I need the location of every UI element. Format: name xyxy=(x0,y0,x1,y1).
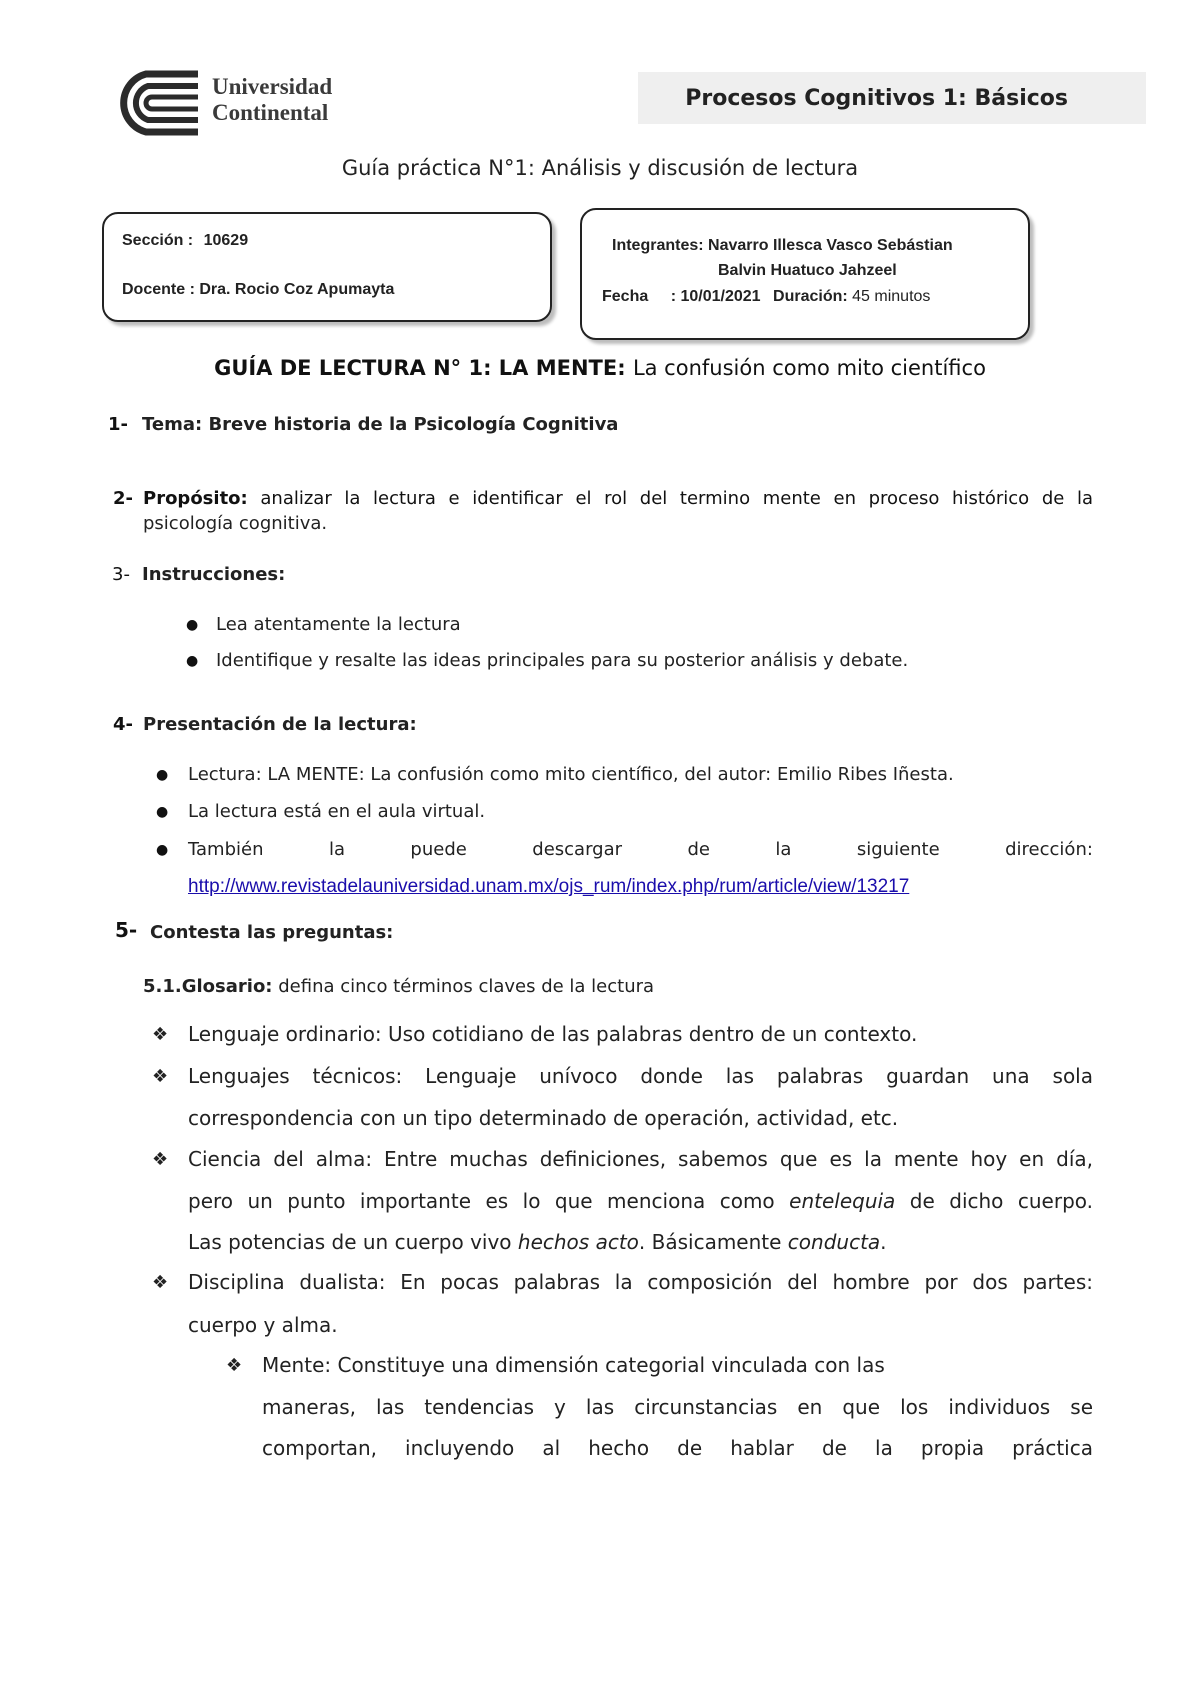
text-span: . Básicamente xyxy=(638,1230,782,1254)
text-span: de dicho cuerpo. xyxy=(909,1189,1094,1213)
reading-title-bold: GUÍA DE LECTURA N° 1: LA MENTE: xyxy=(214,356,626,380)
bullet-icon: ● xyxy=(186,617,199,633)
section-5-label: Contesta las preguntas: xyxy=(150,922,394,943)
bullet-icon: ● xyxy=(156,804,169,820)
section-label: Sección : xyxy=(122,232,194,249)
glossary-term-2-line-1: Lenguajes técnicos: Lenguaje unívoco donde las palabras guardan una sola xyxy=(188,1064,1093,1088)
word: siguiente xyxy=(856,839,940,860)
duration-value: 45 minutos xyxy=(852,288,931,305)
section-2-number: 2- xyxy=(113,488,133,509)
section-3-number: 3- xyxy=(112,564,130,585)
teacher-label: Docente : xyxy=(122,281,195,298)
duration-label: Duración: xyxy=(773,288,848,305)
section-2-line-1 xyxy=(143,488,1093,509)
section-info-box xyxy=(102,212,552,322)
word: También xyxy=(188,839,264,860)
glossary-label: 5.1.Glosario: xyxy=(143,976,273,997)
section-1-topic: Tema: Breve historia de la Psicología Cognitiva xyxy=(142,414,619,435)
reading-download-link[interactable]: http://www.revistadelauniversidad.unam.mx/ojs_rum/index.php/rum/article/view/13217 xyxy=(188,876,910,897)
logo-line-2: Continental xyxy=(212,100,329,125)
diamond-bullet-icon: ❖ xyxy=(152,1024,169,1045)
section-3-label: Instrucciones: xyxy=(142,564,286,585)
glossary-term-2-line-2: correspondencia con un tipo determinado de operación, actividad, etc. xyxy=(188,1106,899,1130)
university-logo-text xyxy=(212,74,332,126)
text-span: Las potencias de un cuerpo vivo xyxy=(188,1230,512,1254)
glossary-term-5-line-1: Mente: Constituye una dimensión categorial vinculada con las xyxy=(262,1353,885,1377)
bullet-icon: ● xyxy=(156,842,169,858)
section-5-number: 5- xyxy=(115,918,138,942)
reading-item-2: La lectura está en el aula virtual. xyxy=(188,801,486,822)
emphasis-span: entelequia xyxy=(789,1189,896,1213)
text-span: pero un punto importante es lo que menciona como xyxy=(188,1189,775,1213)
teacher-line xyxy=(122,281,394,299)
diamond-bullet-icon: ❖ xyxy=(226,1355,243,1376)
section-2-text: analizar la lectura e identificar el rol del termino mente en proceso histórico de la xyxy=(260,488,1093,509)
date-label: Fecha xyxy=(602,288,649,305)
date-line xyxy=(602,288,930,306)
date-value: : 10/01/2021 xyxy=(670,288,761,305)
word: dirección: xyxy=(1005,839,1093,860)
glossary-term-5-line-2: maneras, las tendencias y las circunstancias en que los individuos se xyxy=(262,1395,1093,1419)
glossary-term-5-line-3: comportan, incluyendo al hecho de hablar de la propia práctica xyxy=(262,1436,1093,1460)
glossary-term-3-line-1: Ciencia del alma: Entre muchas definiciones, sabemos que es la mente hoy en día, xyxy=(188,1147,1093,1171)
reading-title-rest: La confusión como mito científico xyxy=(632,356,986,380)
glossary-instruction: defina cinco términos claves de la lectura xyxy=(278,976,655,997)
glossary-heading xyxy=(143,976,654,997)
glossary-term-4-line-1: Disciplina dualista: En pocas palabras la composición del hombre por dos partes: xyxy=(188,1270,1093,1294)
section-2-line-2: psicología cognitiva. xyxy=(143,513,328,534)
word: de xyxy=(687,839,710,860)
member-1: Navarro Illesca Vasco Sebástian xyxy=(708,237,953,254)
section-1-number: 1- xyxy=(108,414,128,435)
emphasis-span: hechos acto xyxy=(517,1230,639,1254)
reading-title xyxy=(0,356,1200,380)
course-title: Procesos Cognitivos 1: Básicos xyxy=(685,86,1068,111)
section-4-label: Presentación de la lectura: xyxy=(143,714,417,735)
glossary-term-1: Lenguaje ordinario: Uso cotidiano de las palabras dentro de un contexto. xyxy=(188,1022,918,1046)
word: la xyxy=(775,839,792,860)
glossary-term-4-line-2: cuerpo y alma. xyxy=(188,1313,338,1337)
diamond-bullet-icon: ❖ xyxy=(152,1066,169,1087)
reading-item-1: Lectura: LA MENTE: La confusión como mito científico, del autor: Emilio Ribes Iñesta. xyxy=(188,764,954,785)
bullet-icon: ● xyxy=(186,653,199,669)
members-line xyxy=(612,237,953,255)
section-4-number: 4- xyxy=(113,714,133,735)
university-logo-icon xyxy=(112,70,200,136)
teacher-value: Dra. Rocio Coz Apumayta xyxy=(199,281,395,298)
bullet-icon: ● xyxy=(156,767,169,783)
section-value: 10629 xyxy=(203,232,249,249)
members-label: Integrantes: xyxy=(612,237,704,254)
course-header xyxy=(638,72,1146,124)
section-2-label: Propósito: xyxy=(143,488,248,509)
guide-title: Guía práctica N°1: Análisis y discusión de lectura xyxy=(341,156,859,180)
diamond-bullet-icon: ❖ xyxy=(152,1272,169,1293)
instruction-item-1: Lea atentamente la lectura xyxy=(216,614,461,635)
glossary-term-3-line-3 xyxy=(188,1230,887,1254)
instruction-item-2: Identifique y resalte las ideas principales para su posterior análisis y debate. xyxy=(216,650,909,671)
emphasis-span: conducta xyxy=(787,1230,881,1254)
word: la xyxy=(328,839,345,860)
member-2: Balvin Huatuco Jahzeel xyxy=(718,262,897,279)
members-info-box xyxy=(580,208,1030,340)
logo-line-1: Universidad xyxy=(212,74,333,99)
reading-item-3 xyxy=(188,839,1093,860)
glossary-term-3-line-2 xyxy=(188,1189,1093,1213)
diamond-bullet-icon: ❖ xyxy=(152,1149,169,1170)
word: puede xyxy=(410,839,467,860)
word: descargar xyxy=(532,839,623,860)
text-span: . xyxy=(880,1230,887,1254)
section-line xyxy=(122,232,248,250)
